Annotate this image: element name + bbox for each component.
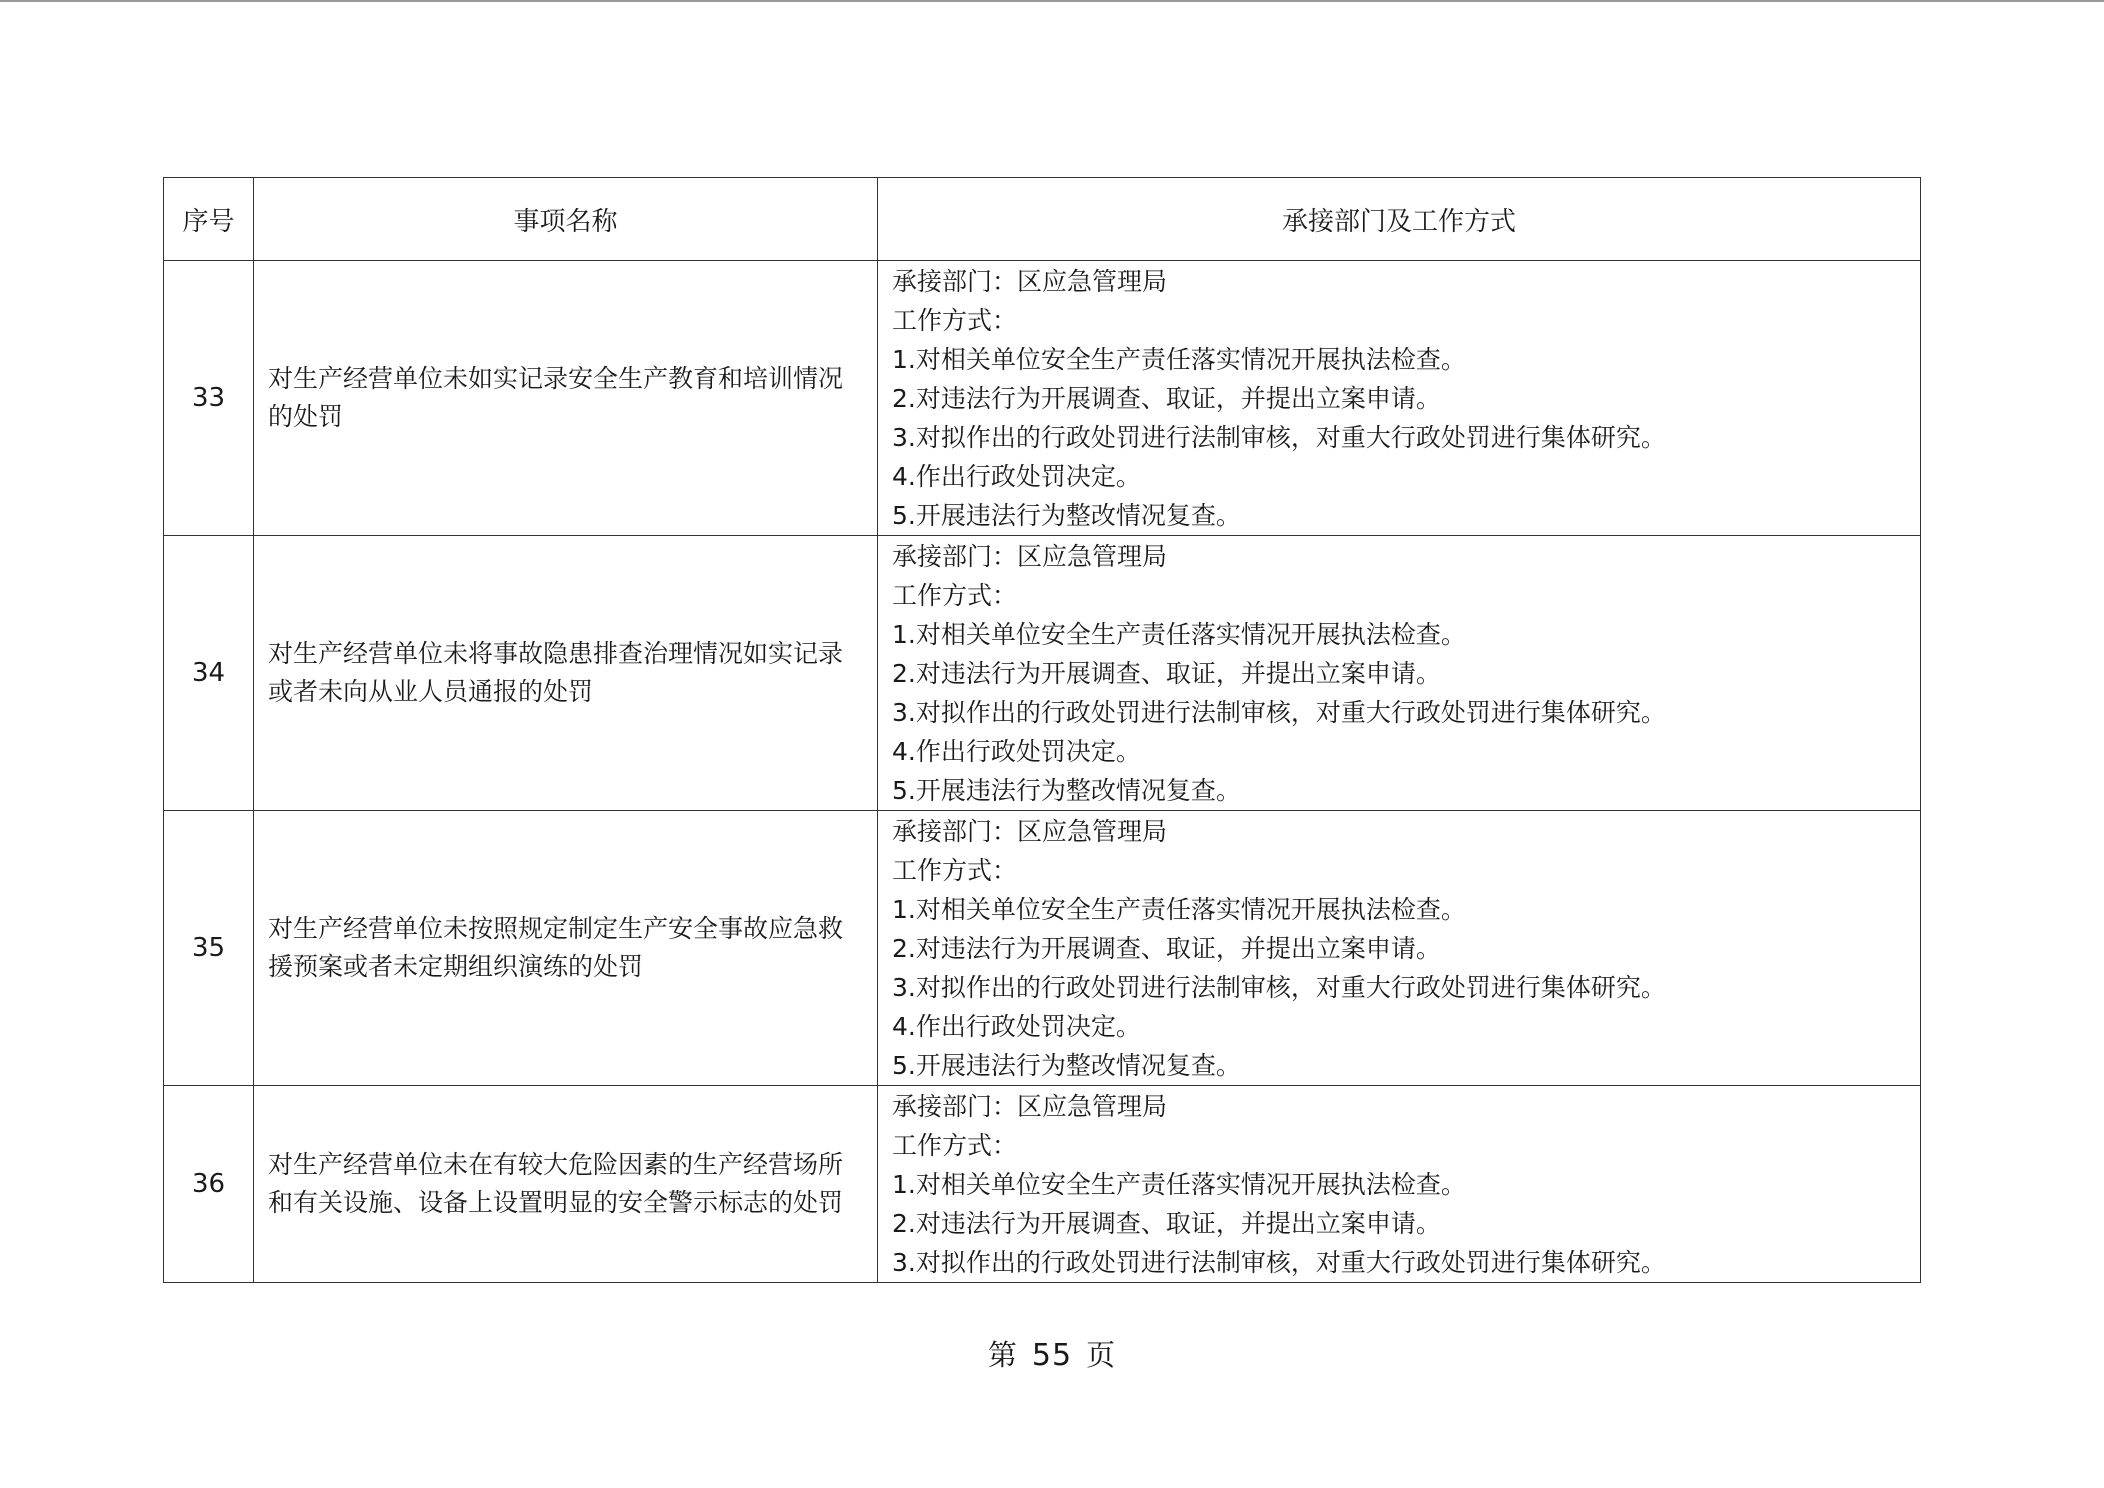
row-dept-method	[878, 811, 1921, 1086]
dept-line: 4.作出行政处罚决定。	[892, 1011, 1141, 1041]
dept-line: 4.作出行政处罚决定。	[892, 461, 1141, 491]
dept-line: 3.对拟作出的行政处罚进行法制审核，对重大行政处罚进行集体研究。	[892, 697, 1666, 727]
row-item-name: 对生产经营单位未如实记录安全生产教育和培训情况的处罚	[254, 261, 878, 536]
page-number: 55	[1031, 1338, 1073, 1373]
dept-line: 3.对拟作出的行政处罚进行法制审核，对重大行政处罚进行集体研究。	[892, 972, 1666, 1002]
row-seq: 35	[164, 811, 254, 1086]
dept-line: 2.对违法行为开展调查、取证，并提出立案申请。	[892, 658, 1441, 688]
dept-line: 1.对相关单位安全生产责任落实情况开展执法检查。	[892, 1169, 1466, 1199]
table-row	[164, 811, 1921, 1086]
table-header-row	[164, 178, 1921, 261]
dept-line: 工作方式：	[892, 305, 1018, 335]
row-seq: 34	[164, 536, 254, 811]
dept-line: 承接部门：区应急管理局	[892, 1091, 1168, 1121]
page-suffix: 页	[1086, 1338, 1117, 1372]
row-item-name: 对生产经营单位未在有较大危险因素的生产经营场所和有关设施、设备上设置明显的安全警示标志的处罚	[254, 1086, 878, 1283]
dept-line: 承接部门：区应急管理局	[892, 541, 1168, 571]
dept-line: 5.开展违法行为整改情况复查。	[892, 775, 1241, 805]
dept-line: 承接部门：区应急管理局	[892, 816, 1168, 846]
dept-line: 5.开展违法行为整改情况复查。	[892, 1050, 1241, 1080]
header-dept: 承接部门及工作方式	[878, 178, 1921, 261]
dept-line: 承接部门：区应急管理局	[892, 266, 1168, 296]
dept-line: 工作方式：	[892, 580, 1018, 610]
dept-line: 1.对相关单位安全生产责任落实情况开展执法检查。	[892, 619, 1466, 649]
row-seq: 36	[164, 1086, 254, 1283]
dept-line: 工作方式：	[892, 1130, 1018, 1160]
header-seq: 序号	[164, 178, 254, 261]
dept-line: 5.开展违法行为整改情况复查。	[892, 500, 1241, 530]
row-dept-method	[878, 261, 1921, 536]
dept-line: 2.对违法行为开展调查、取证，并提出立案申请。	[892, 383, 1441, 413]
page-top-border	[0, 0, 2104, 2]
task-table	[163, 177, 1921, 1283]
row-seq: 33	[164, 261, 254, 536]
page-footer	[0, 1333, 2104, 1374]
dept-line: 工作方式：	[892, 855, 1018, 885]
row-item-name: 对生产经营单位未按照规定制定生产安全事故应急救援预案或者未定期组织演练的处罚	[254, 811, 878, 1086]
row-item-name: 对生产经营单位未将事故隐患排查治理情况如实记录或者未向从业人员通报的处罚	[254, 536, 878, 811]
dept-line: 2.对违法行为开展调查、取证，并提出立案申请。	[892, 1208, 1441, 1238]
table-row	[164, 536, 1921, 811]
row-dept-method	[878, 536, 1921, 811]
table-row	[164, 261, 1921, 536]
row-dept-method	[878, 1086, 1921, 1283]
header-name: 事项名称	[254, 178, 878, 261]
dept-line: 1.对相关单位安全生产责任落实情况开展执法检查。	[892, 344, 1466, 374]
dept-line: 3.对拟作出的行政处罚进行法制审核，对重大行政处罚进行集体研究。	[892, 422, 1666, 452]
dept-line: 3.对拟作出的行政处罚进行法制审核，对重大行政处罚进行集体研究。	[892, 1247, 1666, 1277]
page-prefix: 第	[987, 1338, 1018, 1372]
dept-line: 1.对相关单位安全生产责任落实情况开展执法检查。	[892, 894, 1466, 924]
dept-line: 4.作出行政处罚决定。	[892, 736, 1141, 766]
dept-line: 2.对违法行为开展调查、取证，并提出立案申请。	[892, 933, 1441, 963]
table-row	[164, 1086, 1921, 1283]
